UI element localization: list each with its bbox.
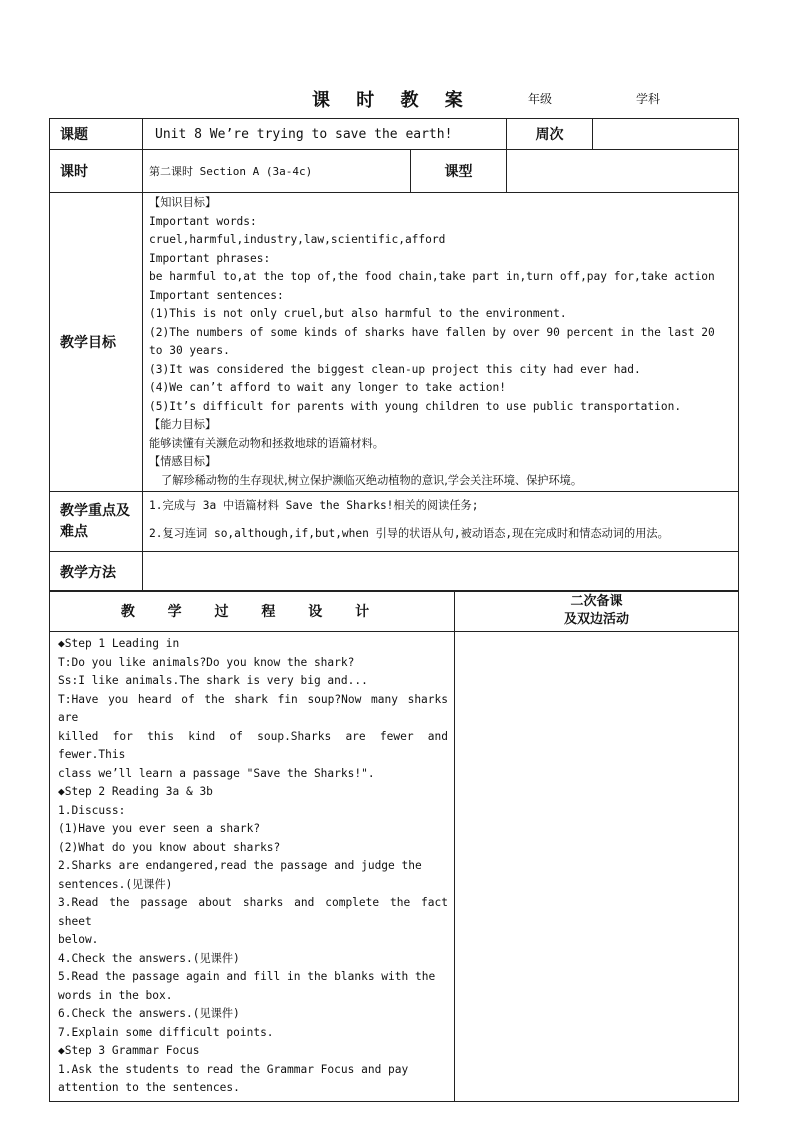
step-line: (2)What do you know about sharks? [58,840,281,854]
keypoints-content [143,492,739,552]
step-line: 6.Check the answers.(见课件) [58,1007,240,1020]
grade-label: 年级 [528,92,553,106]
secondary-prep-line-2: 及双边活动 [563,612,629,627]
objectives-line: 【知识目标】 [149,196,217,209]
keypoint-item: 2.复习连词 so,although,if,but,when 引导的状语从句,被动语态,现在完成时和情态动词的用法。 [149,527,669,540]
process-design-heading: 教 学 过 程 设 计 [50,591,455,632]
week-label: 周次 [507,119,593,150]
objectives-line: Important words: [149,214,257,228]
week-value [593,119,739,150]
topic-value: Unit 8 We’re trying to save the earth! [143,119,507,150]
step-line: 4.Check the answers.(见课件) [58,951,240,965]
objectives-line: be harmful to,at the top of,the food chain,take part in,turn off,pay for,take action [149,270,715,283]
subject-label: 学科 [636,92,661,106]
objectives-line: 能够读懂有关濒危动物和拯救地球的语篇材料。 [149,436,384,450]
secondary-prep-content [455,632,739,1102]
objectives-line: Important sentences: [149,288,284,302]
step-line: ◆Step 1 Leading in [58,637,180,650]
keypoint-item: 1.完成与 3a 中语篇材料 Save the Sharks!相关的阅读任务; [149,499,479,512]
page-header [0,86,794,110]
objectives-label: 教学目标 [50,193,143,492]
step-line: killed for this kind of soup.Sharks are fewer and fewer.This [58,729,448,761]
step-line: class we’ll learn a passage "Save the Sharks!". [58,766,375,780]
page-title: 课 时 教 案 [312,90,473,111]
step-line: sentences.(见课件) [58,877,173,891]
objectives-content [143,193,739,492]
keypoints-label: 教学重点及难点 [50,492,143,552]
step-line: words in the box. [58,988,173,1002]
step-line: T:Do you like animals?Do you know the shark? [58,655,355,669]
step-line: 1.Discuss: [58,803,126,817]
objectives-line: (2)The numbers of some kinds of sharks have fallen by over 90 percent in the last 20 [149,325,715,339]
step-line: 3.Read the passage about sharks and complete the fact sheet [58,896,448,928]
process-table [49,590,739,1102]
step-line: (1)Have you ever seen a shark? [58,822,261,835]
step-line: Ss:I like animals.The shark is very big and... [58,674,368,687]
objectives-line: Important phrases: [149,251,271,265]
type-label: 课型 [411,150,507,193]
step-line: 2.Sharks are endangered,read the passage and judge the [58,859,422,872]
objectives-line: 【情感目标】 [149,455,217,468]
objectives-line: (5)It’s difficult for parents with young children to use public transportation. [149,399,682,413]
step-line: 1.Ask the students to read the Grammar Focus and pay [58,1062,409,1076]
secondary-prep-heading [455,591,739,632]
method-value [143,552,739,592]
step-line: 7.Explain some difficult points. [58,1025,274,1039]
type-value [507,150,739,193]
step-line: attention to the sentences. [58,1081,240,1094]
period-value: 第二课时 Section A (3a-4c) [143,150,411,193]
process-steps [50,632,455,1102]
secondary-prep-line-1: 二次备课 [570,594,623,609]
objectives-line: 了解珍稀动物的生存现状,树立保护濒临灭绝动植物的意识,学会关注环境、保护环境。 [161,473,583,487]
method-label: 教学方法 [50,552,143,592]
objectives-line: 【能力目标】 [149,418,217,431]
objectives-line: cruel,harmful,industry,law,scientific,afford [149,233,446,246]
objectives-line: (1)This is not only cruel,but also harmful to the environment. [149,307,567,320]
objectives-line: (4)We can’t afford to wait any longer to take action! [149,381,506,394]
step-line: ◆Step 3 Grammar Focus [58,1044,200,1057]
objectives-line: (3)It was considered the biggest clean-up project this city had ever had. [149,362,641,376]
step-line: T:Have you heard of the shark fin soup?Now many sharks are [58,692,448,724]
lesson-info-table [49,118,739,592]
period-label: 课时 [50,150,143,193]
step-line: ◆Step 2 Reading 3a & 3b [58,785,213,798]
step-line: below. [58,933,99,946]
objectives-line: to 30 years. [149,344,230,357]
step-line: 5.Read the passage again and fill in the blanks with the [58,970,436,983]
topic-label: 课题 [50,119,143,150]
